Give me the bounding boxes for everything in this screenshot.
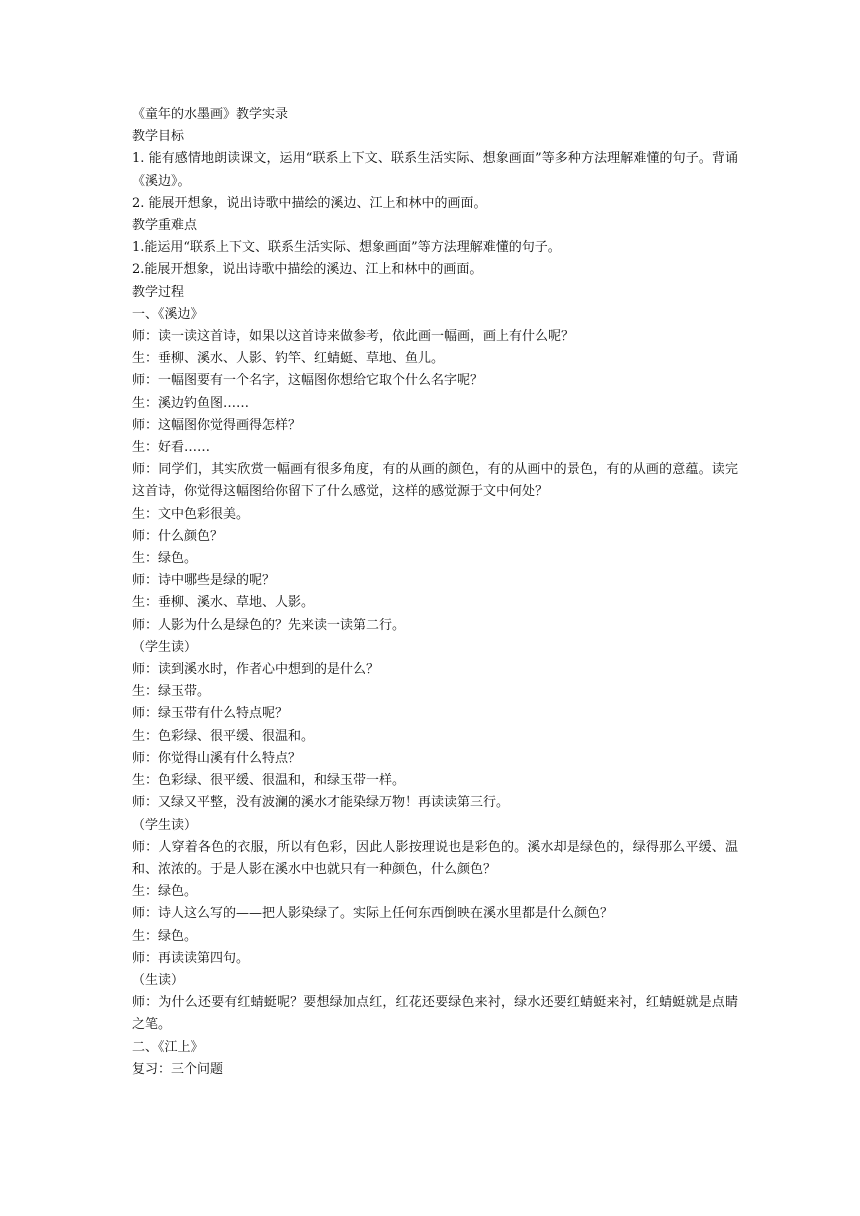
dialogue-line: 师：人穿着各色的衣服，所以有色彩，因此人影按理说也是彩色的。溪水却是绿色的，绿得那么平缓、温和、浓浓的。于是人影在溪水中也就只有一种颜色，什么颜色？ [132, 839, 738, 877]
review-line: 复习：三个问题 [132, 1061, 224, 1077]
key-point-1: 1.能运用“联系上下文、联系生活实际、想象画面”等方法理解难懂的句子。 [132, 240, 561, 256]
heading-teaching-process: 教学过程 [132, 284, 185, 300]
stage-direction: （学生读） [132, 639, 198, 655]
section-heading-jiangshang: 二、《江上》 [132, 1039, 204, 1055]
dialogue-line: 生：绿色。 [132, 551, 198, 567]
dialogue-line: 师：读一读这首诗，如果以这首诗来做参考，依此画一幅画，画上有什么呢？ [132, 329, 575, 345]
dialogue-line: 师：再读读第四句。 [132, 950, 250, 966]
dialogue-line: 师：绿玉带有什么特点呢？ [132, 706, 289, 722]
heading-teaching-goals: 教学目标 [132, 129, 185, 145]
dialogue-line: 师：你觉得山溪有什么特点？ [132, 750, 302, 766]
dialogue-line: 师：为什么还要有红蜻蜓呢？要想绿加点红，红花还要绿色来衬，绿水还要红蜻蜓来衬，红蜻蜓就是点睛之笔。 [132, 995, 738, 1033]
dialogue-line: 生：好看…… [132, 440, 211, 456]
dialogue-line: 生：绿玉带。 [132, 684, 211, 700]
document-title: 《童年的水墨画》教学实录 [132, 107, 289, 122]
dialogue-line: 师：诗中哪些是绿的呢？ [132, 573, 276, 589]
dialogue-line: 师：同学们，其实欣赏一幅画有很多角度，有的从画的颜色，有的从画中的景色，有的从画的意蕴。读完这首诗，你觉得这幅图给你留下了什么感觉，这样的感觉源于文中何处？ [132, 462, 738, 500]
goal-item-2: 2. 能展开想象，说出诗歌中描绘的溪边、江上和林中的画面。 [132, 195, 487, 211]
dialogue-line: 生：绿色。 [132, 884, 198, 900]
stage-direction: （生读） [132, 972, 185, 988]
dialogue-line: 生：色彩绿、很平缓、很温和，和绿玉带一样。 [132, 773, 406, 789]
dialogue-line: 师：读到溪水时，作者心中想到的是什么？ [132, 662, 380, 678]
dialogue-line: 师：诗人这么写的——把人影染绿了。实际上任何东西倒映在溪水里都是什么颜色？ [132, 906, 614, 922]
heading-key-points: 教学重难点 [132, 218, 198, 234]
dialogue-line: 师：又绿又平整，没有波澜的溪水才能染绿万物！再读读第三行。 [132, 795, 510, 811]
dialogue-line: 生：绿色。 [132, 928, 198, 944]
dialogue-line: 师：一幅图要有一个名字，这幅图你想给它取个什么名字呢？ [132, 373, 484, 389]
goal-item-1: 1. 能有感情地朗读课文，运用“联系上下文、联系生活实际、想象画面”等多种方法理解难懂的句子。背诵《溪边》。 [132, 151, 738, 189]
key-point-2: 2.能展开想象，说出诗歌中描绘的溪边、江上和林中的画面。 [132, 262, 483, 278]
dialogue-line: 生：溪边钓鱼图…… [132, 395, 250, 411]
section-heading-xibian: 一、《溪边》 [132, 306, 204, 322]
dialogue-line: 师：什么颜色？ [132, 528, 224, 544]
dialogue-line: 生：色彩绿、很平缓、很温和。 [132, 728, 315, 744]
dialogue-line: 师：这幅图你觉得画得怎样？ [132, 417, 302, 433]
dialogue-line: 生：文中色彩很美。 [132, 506, 250, 522]
document-body [132, 104, 738, 1081]
dialogue-line: 生：垂柳、溪水、草地、人影。 [132, 595, 315, 611]
dialogue-line: 师：人影为什么是绿色的？先来读一读第二行。 [132, 617, 406, 633]
stage-direction: （学生读） [132, 817, 198, 833]
dialogue-line: 生：垂柳、溪水、人影、钓竿、红蜻蜓、草地、鱼儿。 [132, 351, 445, 367]
